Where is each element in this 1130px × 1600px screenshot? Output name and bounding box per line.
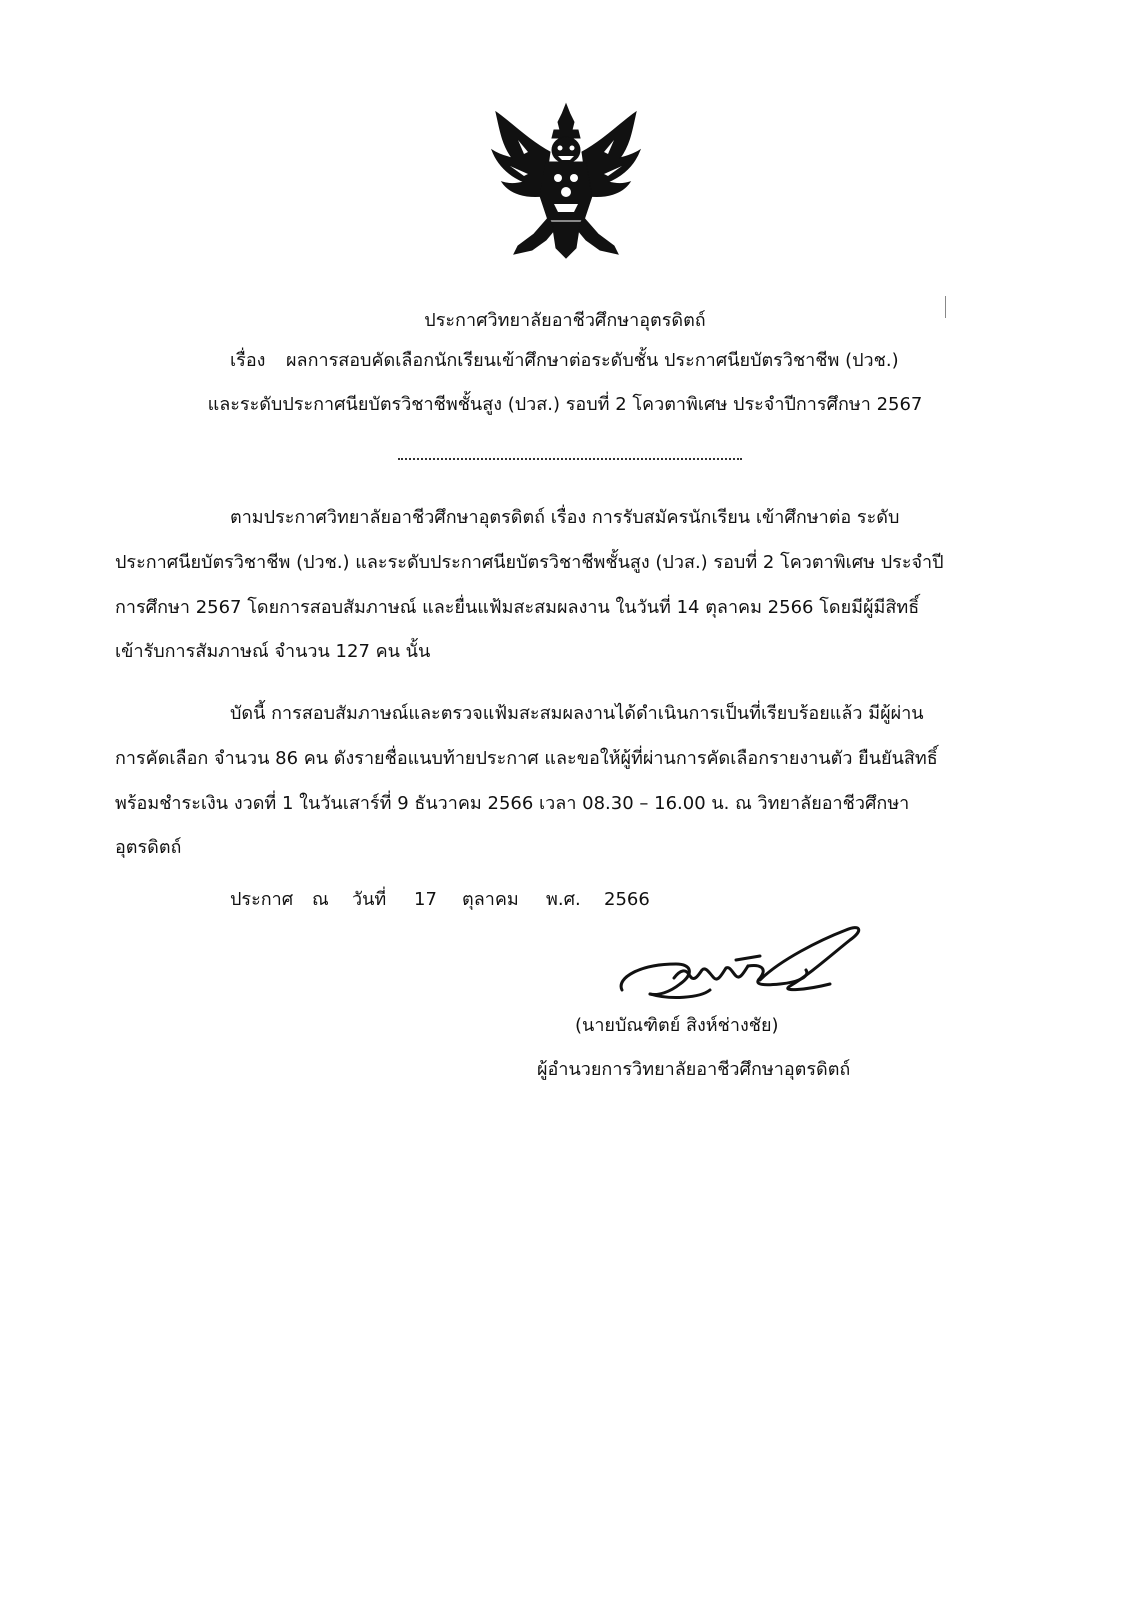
dated-year: 2566 bbox=[604, 889, 650, 910]
dated-era: พ.ศ. bbox=[546, 889, 581, 910]
dated-day: 17 bbox=[414, 889, 437, 910]
subject-label: เรื่อง bbox=[230, 350, 266, 371]
scan-mark bbox=[945, 296, 946, 318]
issuer-title: ประกาศวิทยาลัยอาชีวศึกษาอุตรดิตถ์ bbox=[424, 310, 706, 331]
paragraph-2-line-2: การคัดเลือก จำนวน 86 คน ดังรายชื่อแนบท้ายประกาศ และขอให้ผู้ที่ผ่านการคัดเลือกรายงานตัว ยืนยันสิทธิ์ bbox=[115, 748, 938, 769]
subject-line-1: ผลการสอบคัดเลือกนักเรียนเข้าศึกษาต่อระดับชั้น ประกาศนียบัตรวิชาชีพ (ปวช.) bbox=[286, 350, 899, 371]
paragraph-2-line-4: อุตรดิตถ์ bbox=[115, 837, 182, 858]
dated-month: ตุลาคม bbox=[462, 889, 519, 910]
paragraph-2-line-3: พร้อมชำระเงิน งวดที่ 1 ในวันเสาร์ที่ 9 ธันวาคม 2566 เวลา 08.30 – 16.00 น. ณ วิทยาลัยอาชีวศึกษา bbox=[115, 793, 910, 814]
paragraph-1-line-4: เข้ารับการสัมภาษณ์ จำนวน 127 คน นั้น bbox=[115, 641, 431, 662]
separator-dotted-line bbox=[398, 458, 742, 460]
paragraph-1-line-2: ประกาศนียบัตรวิชาชีพ (ปวช.) และระดับประกาศนียบัตรวิชาชีพชั้นสูง (ปวส.) รอบที่ 2 โควตาพิเศษ ประจำปี bbox=[115, 552, 944, 573]
paragraph-1-line-1: ตามประกาศวิทยาลัยอาชีวศึกษาอุตรดิตถ์ เรื่อง การรับสมัครนักเรียน เข้าศึกษาต่อ ระดับ bbox=[230, 507, 900, 528]
subject-line-2: และระดับประกาศนียบัตรวิชาชีพชั้นสูง (ปวส.) รอบที่ 2 โควตาพิเศษ ประจำปีการศึกษา 2567 bbox=[207, 394, 923, 415]
garuda-emblem-icon bbox=[488, 100, 644, 262]
signatory-position: ผู้อำนวยการวิทยาลัยอาชีวศึกษาอุตรดิตถ์ bbox=[537, 1059, 851, 1080]
paragraph-1-line-3: การศึกษา 2567 โดยการสอบสัมภาษณ์ และยื่นแฟ้มสะสมผลงาน ในวันที่ 14 ตุลาคม 2566 โดยมีผู้มีสิทธิ์ bbox=[115, 597, 920, 618]
signatory-name: (นายบัณฑิตย์ สิงห์ช่างชัย) bbox=[575, 1015, 779, 1036]
dated-label: ประกาศ bbox=[230, 889, 294, 910]
dated-at: ณ bbox=[312, 889, 329, 910]
paragraph-2-line-1: บัดนี้ การสอบสัมภาษณ์และตรวจแฟ้มสะสมผลงานได้ดำเนินการเป็นที่เรียบร้อยแล้ว มีผู้ผ่าน bbox=[230, 703, 924, 724]
dated-day-label: วันที่ bbox=[352, 889, 387, 910]
